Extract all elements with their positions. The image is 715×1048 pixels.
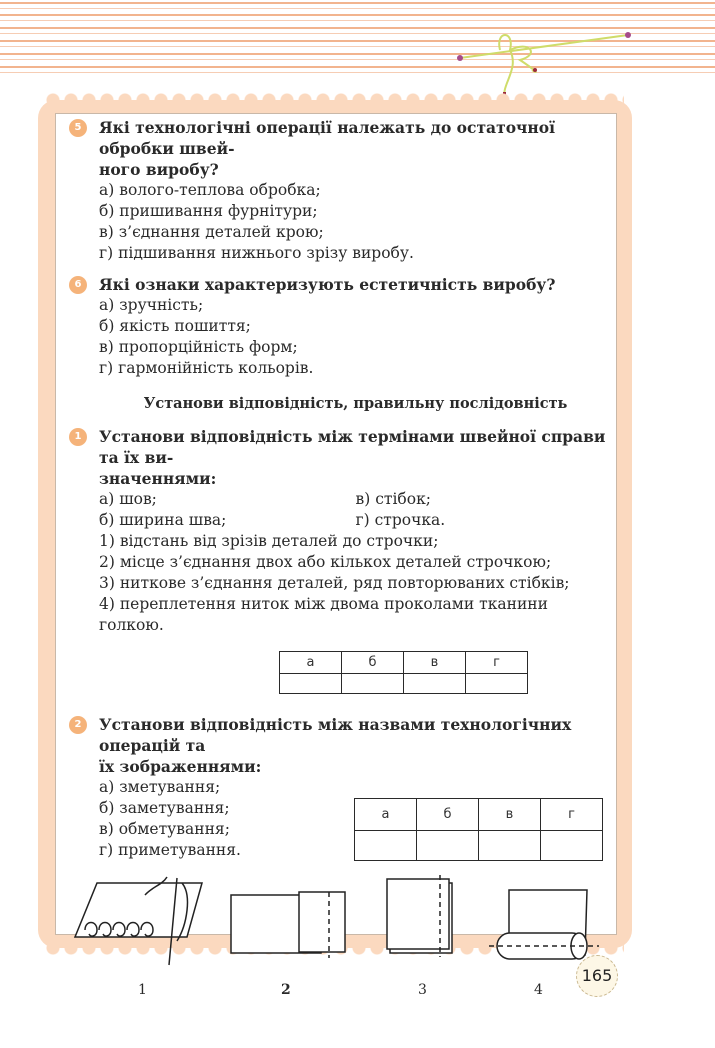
question-number-marker: 6 — [69, 276, 87, 294]
task-text-line: значеннями: — [99, 469, 217, 488]
answer-option: в) пропорційність форм; — [99, 338, 298, 356]
operation-item: в) обметування; — [99, 820, 230, 838]
question-text — [99, 117, 612, 180]
answer-cell[interactable] — [417, 831, 479, 861]
figure-2-basting-stitch — [229, 890, 349, 960]
definition-item: 4) переплетення ниток між двома проколами тканини голкою. — [99, 595, 548, 634]
figure-3-tacking-stitch — [385, 875, 465, 960]
figure-4-rolled-hem-stitch — [487, 885, 602, 965]
section-title: Установи відповідність, правильну послідовність — [143, 395, 568, 412]
definition-item: 1) відстань від зрізів деталей до строчки; — [99, 532, 439, 550]
task-number-marker: 1 — [69, 428, 87, 446]
term-item: б) ширина шва; — [99, 511, 227, 529]
task-text — [99, 426, 612, 489]
figure-label-2: 2 — [281, 982, 291, 998]
operation-item: б) заметування; — [99, 799, 230, 817]
answer-option: б) пришивання фурнітури; — [99, 202, 318, 220]
page-number: 165 — [576, 955, 618, 997]
table-header-cell: б — [342, 652, 404, 674]
table-header-cell: в — [479, 799, 541, 831]
question-text-line: ного виробу? — [99, 160, 219, 179]
answer-cell[interactable] — [355, 831, 417, 861]
answer-option: г) гармонійність кольорів. — [99, 359, 314, 377]
answer-option: в) з’єднання деталей крою; — [99, 223, 324, 241]
matching-task-1 — [67, 426, 612, 694]
answer-option: б) якість пошиття; — [99, 317, 251, 335]
table-header-cell: б — [417, 799, 479, 831]
definition-item: 2) місце з’єднання двох або кількох деталей строчкою; — [99, 553, 552, 571]
operation-item: г) приметування. — [99, 841, 241, 859]
task-text-line: їх зображеннями: — [99, 757, 262, 776]
answer-cell[interactable] — [541, 831, 603, 861]
table-header-cell: г — [466, 652, 528, 674]
table-header-cell: г — [541, 799, 603, 831]
question-6 — [67, 274, 612, 379]
figure-label-1: 1 — [138, 982, 147, 998]
question-text: Які ознаки характеризують естетичність виробу? — [99, 275, 556, 294]
term-item: а) шов; — [99, 490, 157, 508]
table-header-cell: а — [280, 652, 342, 674]
term-item: в) стібок; — [355, 490, 431, 508]
table-header-cell: а — [355, 799, 417, 831]
figure-label-3: 3 — [418, 982, 427, 998]
table-header-cell: в — [404, 652, 466, 674]
task-text — [99, 714, 612, 777]
task-text-line: Установи відповідність між термінами швейної справи та їх ви- — [99, 427, 606, 467]
figures-row — [67, 875, 612, 1000]
figure-label-4: 4 — [534, 982, 543, 998]
definition-item: 3) ниткове з’єднання деталей, ряд повторюваних стібків; — [99, 574, 570, 592]
answer-option: а) волого-теплова обробка; — [99, 181, 321, 199]
terms-grid — [99, 489, 612, 531]
content — [67, 117, 612, 1000]
answer-cell[interactable] — [479, 831, 541, 861]
question-5 — [67, 117, 612, 264]
answer-cell[interactable] — [466, 674, 528, 694]
term-item: г) строчка. — [355, 511, 446, 529]
answer-cell[interactable] — [404, 674, 466, 694]
question-text-line: Які технологічні операції належать до остаточної обробки швей- — [99, 118, 555, 158]
task-number-marker: 2 — [69, 716, 87, 734]
answer-option: г) підшивання нижнього зрізу виробу. — [99, 244, 414, 262]
answer-table-1 — [279, 651, 528, 694]
answer-cell[interactable] — [280, 674, 342, 694]
answer-option: а) зручність; — [99, 296, 204, 314]
matching-task-2 — [67, 714, 612, 861]
answer-cell[interactable] — [342, 674, 404, 694]
task-text-line: Установи відповідність між назвами технологічних операцій та — [99, 715, 572, 755]
figure-1-overcasting-stitch — [67, 875, 207, 970]
question-number-marker: 5 — [69, 119, 87, 137]
answer-table-2 — [354, 798, 603, 861]
operation-item: а) зметування; — [99, 778, 221, 796]
